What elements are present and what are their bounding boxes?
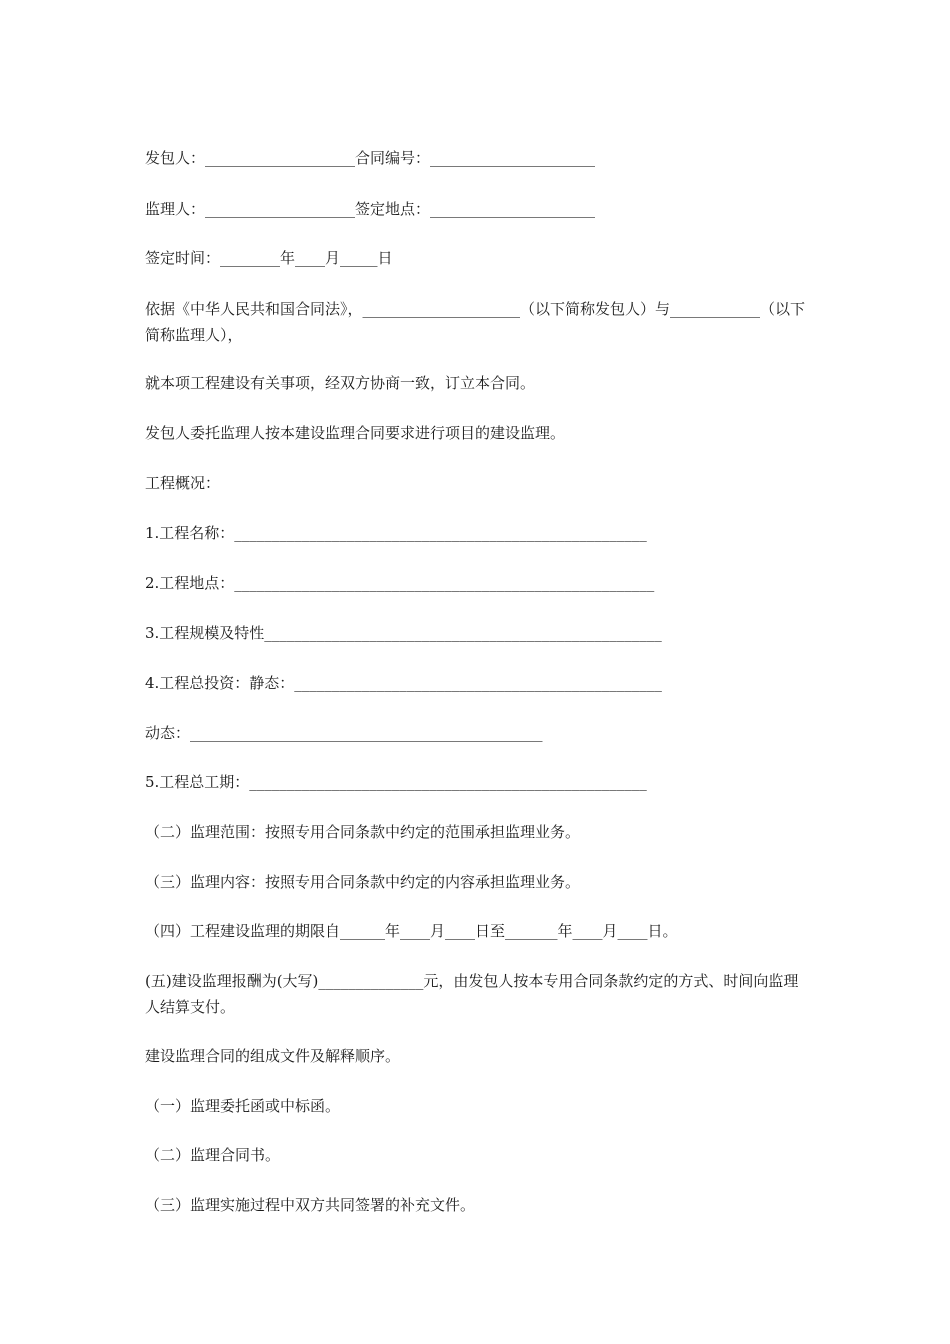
project-investment-static-field: 4.工程总投资：静态：_________________________________________________ <box>145 674 662 692</box>
supervision-content-clause: （三）监理内容：按照专用合同条款中约定的内容承担监理业务。 <box>145 873 581 891</box>
agreement-paragraph: 就本项工程建设有关事项，经双方协商一致，订立本合同。 <box>145 374 536 392</box>
entrust-paragraph: 发包人委托监理人按本建设监理合同要求进行项目的建设监理。 <box>145 424 566 442</box>
project-investment-dynamic-field: 动态：_______________________________________________ <box>145 724 543 742</box>
contract-document-item-2: （二）监理合同书。 <box>145 1146 281 1164</box>
supervision-period-clause: （四）工程建设监理的期限自______年____月____日至_______年____月____日。 <box>145 922 678 940</box>
contract-document-item-3: （三）监理实施过程中双方共同签署的补充文件。 <box>145 1196 476 1214</box>
project-duration-field: 5.工程总工期：_____________________________________________________ <box>145 773 647 791</box>
legal-basis-paragraph: 依据《中华人民共和国合同法》，_____________________（以下简称发包人）与____________（以下简称监理人）， <box>145 300 806 344</box>
contract-documents-heading: 建设监理合同的组成文件及解释顺序。 <box>145 1047 401 1065</box>
project-location-field: 2.工程地点：________________________________________________________ <box>145 574 655 592</box>
project-overview-heading: 工程概况： <box>145 474 221 492</box>
project-name-field: 1.工程名称：_______________________________________________________ <box>145 524 647 542</box>
supervision-scope-clause: （二）监理范围：按照专用合同条款中约定的范围承担监理业务。 <box>145 823 581 841</box>
header-supervisor-place: 监理人：____________________签定地点：______________________ <box>145 200 596 218</box>
header-party-contract-no: 发包人：____________________合同编号：______________________ <box>145 149 596 167</box>
supervision-fee-clause: (五)建设监理报酬为(大写)______________元，由发包人按本专用合同条款约定的方式、时间向监理人结算支付。 <box>145 972 799 1016</box>
project-scale-field: 3.工程规模及特性_____________________________________________________ <box>145 624 662 642</box>
header-signing-date: 签定时间：________年____月_____日 <box>145 249 393 267</box>
contract-document-item-1: （一）监理委托函或中标函。 <box>145 1097 341 1115</box>
